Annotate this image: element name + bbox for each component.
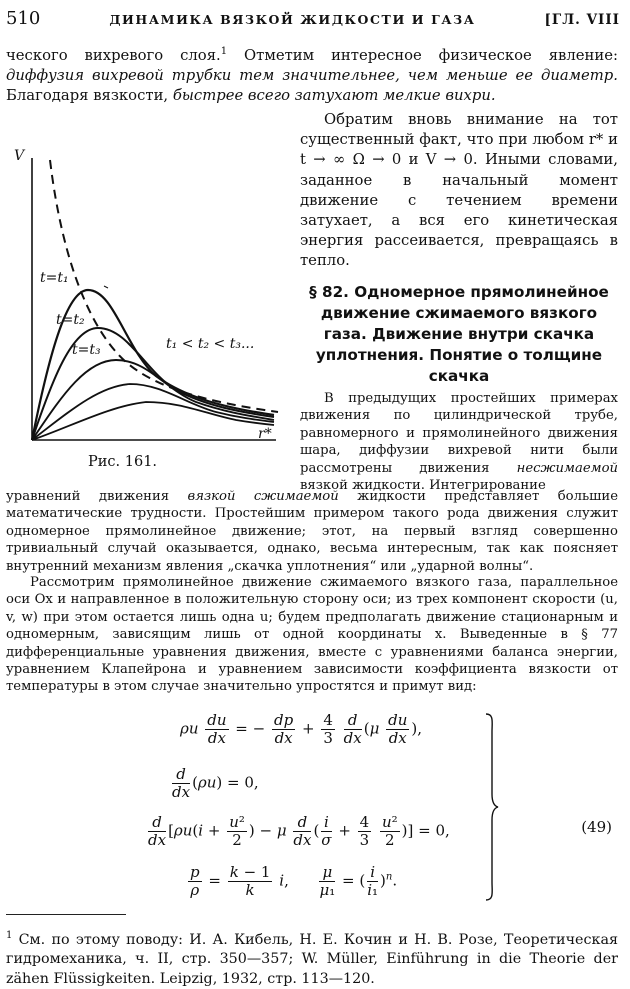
footnote-text: См. по этому поводу: И. А. Кибель, Н. Е. Кочин и Н. В. Розе, Теоретическая гидромеханика, ч. II, стр. 350—357; W. Müller, Einführung in die Theorie der zähen Flüssigkeiten. Leipzig, 1932, стр. 113—120.	[6, 931, 618, 987]
right-paragraph-text: Обратим вновь внимание на тот существенный факт, что при любом r* и t → ∞ Ω → 0 и V → 0. Иными словами, заданное в начальный момент движение с течением времени затухает, а вся его кинетическая энергия рассеивается, превращаясь в тепло.	[300, 111, 618, 270]
figure-caption: Рис. 161.	[88, 454, 158, 470]
time-order-label: t₁ < t₂ < t₃...	[166, 336, 255, 352]
x-axis-label: r*	[258, 426, 272, 442]
equation-brace	[482, 712, 502, 902]
equation-1: ρu $\frac{du}{dx}$ = − $\frac{dp}{dx}$ + $\frac{4}{3}$ $\frac{d}{dx}$ (μ $\frac{du}{dx}$ ),	[180, 711, 422, 747]
paragraph-2-text: Рассмотрим прямолинейное движение сжимаемого вязкого газа, параллельное оси Ox и направленное в положительную сторону оси; из трех компонент скорости (u, v, w) при этом остается лишь одна u; будем предполагать движение стационарным и одномерным, зависящим лишь от одной координаты x. Выведенные в § 77 дифференциальные уравнения движения, вместе с уравнениями баланса энергии, уравнением Клапейрона и уравнением зависимости коэффициента вязкости от температуры в этом случае значительно упростятся и примут вид:	[6, 575, 618, 695]
footnote-rule	[6, 914, 126, 915]
label-t1: t=t₁	[40, 270, 69, 286]
equation-3: $\frac{d}{dx}$ [ρu(i + $\frac{\text{u²}}{2}$ ) − μ $\frac{d}{dx}$ ( $\frac{i}{\sigma}$ + $\frac{4}{3}$ $\frac{\text{u²}}{2}$ )] = 0,	[148, 813, 450, 849]
intro-paragraph	[6, 42, 618, 107]
footnote-marker: 1	[6, 930, 13, 941]
equation-2: $\frac{d}{dx}$ (ρu) = 0,	[172, 765, 259, 801]
label-t2: t=t₂	[56, 312, 85, 328]
equation-number: (49)	[581, 818, 612, 836]
intro-plain: Благодаря вязкости,	[6, 87, 173, 105]
chapter-label: [ГЛ. VIII	[544, 12, 620, 28]
intro-text-end: Отметим интересное физическое явление:	[227, 46, 618, 64]
curve-t4	[32, 384, 274, 440]
running-header	[6, 8, 620, 30]
page-number: 510	[6, 8, 41, 29]
section-full-italic: вязкой сжимаемой	[187, 489, 339, 504]
intro-text: ческого вихревого слоя.	[6, 46, 221, 64]
section-text-b: вязкой жидкости. Интегрирование	[300, 478, 546, 494]
section-full-text-b: жидкости представляет большие математические трудности. Простейшим примером такого рода движения служит одномерное прямолинейное движение; этот, на первый взгляд совершенно тривиальный случай оказывается, однако, весьма интересным, так как поясняет внутренний механизм явления „скачка уплотнения“ или „ударной волны“.	[6, 489, 618, 574]
tick-mark	[104, 286, 108, 288]
running-title: ДИНАМИКА ВЯЗКОЙ ЖИДКОСТИ И ГАЗА	[109, 12, 476, 27]
section-paragraph-full	[6, 488, 618, 575]
right-paragraph	[300, 110, 618, 272]
section-heading: § 82. Одномерное прямолинейное движение сжимаемого вязкого газа. Движение внутри скачка уплотнения. Понятие о толщине скачка	[309, 283, 609, 385]
footnote-ref[interactable]: 1	[220, 46, 228, 57]
equation-4: $\frac{p}{\rho}$ = $\frac{k - 1}{k}$ i, $\frac{\mu}{\text{μ₁}}$ = ( $\frac{i}{\text{i₁}}$ )$^n$.	[190, 863, 398, 899]
label-t3: t=t₃	[72, 342, 101, 358]
paragraph-2	[6, 574, 618, 696]
section-paragraph-right	[300, 390, 618, 494]
figure-161	[6, 140, 296, 480]
intro-italic-1: диффузия вихревой трубки тем значительнее, чем меньше ее диаметр.	[6, 67, 618, 85]
y-axis-label: V	[14, 148, 25, 164]
section-text-a: В предыдущих простейших примерах движения по цилиндрической трубе, равномерного и прямолинейного движения шара, диффузии вихревой нити были рассмотрены движения	[300, 391, 618, 476]
footnote	[6, 926, 618, 989]
section-italic: несжимаемой	[516, 460, 618, 476]
intro-italic-2: быстрее всего затухают мелкие вихри.	[172, 87, 496, 105]
section-full-text-a: уравнений движения	[6, 489, 188, 504]
